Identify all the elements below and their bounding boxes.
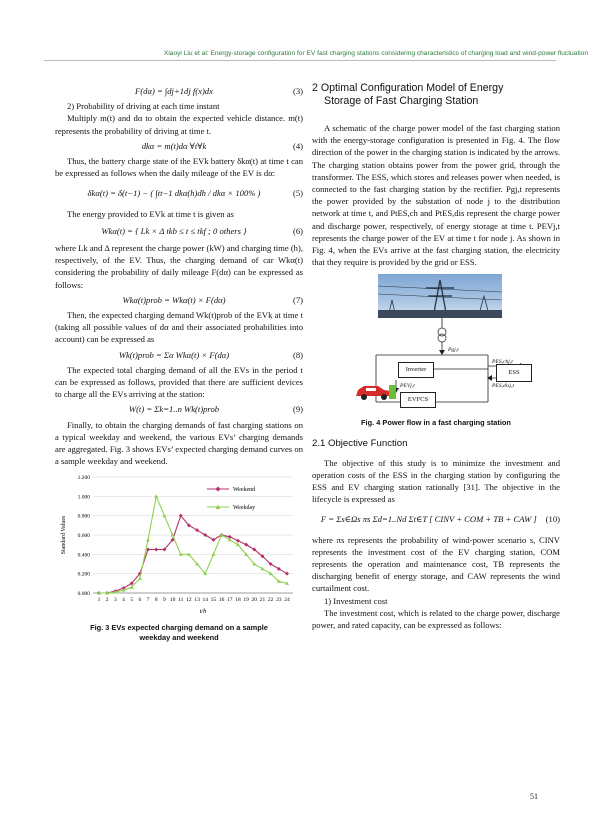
legend-label: Weekday xyxy=(233,505,256,512)
equation-5: δkα(t) = δ(t−1) − ( ∫tt−1 dkα(h)dh / dkα × 100% ) (5) xyxy=(87,188,303,199)
right-column xyxy=(312,82,560,631)
x-tick-label: 2 xyxy=(105,597,109,604)
running-header: Xiaoyi Liu et al: Energy-storage configuration for EV fast charging stations considering characteristics of charging load and wind-power fluctuation xyxy=(163,50,588,57)
x-tick-label: 14 xyxy=(202,597,209,604)
x-tick-label: 1 xyxy=(97,597,101,604)
paragraph: Multiply m(t) and dα to obtain the expected vehicle distance. m(t) represents the probability of driving at time t. xyxy=(55,113,303,136)
left-column xyxy=(55,82,303,643)
paragraph: The expected total charging demand of all the EVs in the period t can be expressed as follows, provided that there are sufficient devices to charge all the EVs arriving at the station: xyxy=(55,364,303,400)
inverter-box: Inverter xyxy=(398,362,434,378)
x-tick-label: 23 xyxy=(276,597,282,604)
y-tick-label: 1.000 xyxy=(77,494,90,501)
figure-4-diagram xyxy=(352,274,532,412)
header-rule xyxy=(44,60,556,61)
data-point xyxy=(211,553,215,557)
subsection-title: 2.1 Objective Function xyxy=(312,438,408,450)
ev-power-label: PEVj,t xyxy=(400,383,415,390)
x-tick-label: 5 xyxy=(130,597,134,604)
x-tick-label: 16 xyxy=(218,597,225,604)
x-tick-label: 18 xyxy=(235,597,241,604)
x-axis-label: t/h xyxy=(199,608,207,616)
data-point xyxy=(146,538,150,542)
legend-marker xyxy=(216,487,221,492)
charge-power-label: PES,chj,t xyxy=(492,359,513,366)
y-axis-label: Standard Values xyxy=(61,516,67,555)
data-point xyxy=(154,548,158,552)
line-chart xyxy=(55,469,303,619)
figure-4-caption: Fig. 4 Power flow in a fast charging station xyxy=(361,418,511,428)
legend-label: Weekend xyxy=(233,487,256,494)
x-tick-label: 17 xyxy=(227,597,233,604)
y-tick-label: 0.000 xyxy=(77,591,90,598)
x-tick-label: 4 xyxy=(122,597,125,604)
figure-3-chart xyxy=(55,469,303,622)
equation-7: Wkα(t)prob = Wkα(t) × F(dα) (7) xyxy=(122,294,303,305)
paragraph: The energy provided to EVk at time t is given as xyxy=(67,208,234,219)
page-number: 51 xyxy=(530,792,538,801)
x-tick-label: 3 xyxy=(113,597,117,604)
x-tick-label: 8 xyxy=(154,597,158,604)
equation-6: Wkα(t) = { Lk × Δ tkb ≤ t ≤ tkf ; 0 others } (6) xyxy=(101,225,303,236)
y-tick-label: 0.400 xyxy=(77,552,90,559)
x-tick-label: 7 xyxy=(146,597,150,604)
evfcs-box: EVFCS xyxy=(400,392,436,408)
equation-3: F(dα) = ∫dj+1dj f(x)dx (3) xyxy=(135,86,303,96)
x-tick-label: 12 xyxy=(186,597,192,604)
data-point xyxy=(236,539,240,543)
paragraph: Finally, to obtain the charging demands of fast charging stations on a typical weekday and weekend, the various EVs’ charging demands are aggregated. Fig. 3 shows EVs’ expected charging demand curves on a sample weekday and weekend. xyxy=(55,419,303,467)
inv-heading: 1) Investment cost xyxy=(324,595,388,606)
x-tick-label: 6 xyxy=(138,597,142,604)
paragraph: A schematic of the charge power model of the fast charging station with the energy-storage configuration is presented in Fig. 4. The flow direction of the power in the charging station is indicated by the arrows. The charging station obtains power from the power grid, through the transformer. The ESS, which stores and releases power when needed, is connected to the fast charging station by the rectifier. Pgj,t represents the power provided by the substation of node j to the distribution network at time t, and PtES,ch and PtES,dis represent the charge power and discharge power, respectively, of energy storage at time t. PEVj,t represents the charge power of the EV at time t for node j. As shown in Fig. 4, when the EVs arrive at the fast charging station, the electricity that they require is provided by the grid or ESS. xyxy=(312,123,560,268)
ess-box: ESS xyxy=(496,364,532,382)
paragraph: Then, the expected charging demand Wk(t)prob of the EVk at time t (taking all possible values of dα and their associated probabilities into account) can be expressed as xyxy=(55,310,303,345)
x-tick-label: 9 xyxy=(163,597,166,604)
x-tick-label: 24 xyxy=(284,597,290,604)
equation-9: W(t) = Σk=1..n Wk(t)prob (9) xyxy=(128,404,303,415)
x-tick-label: 10 xyxy=(169,597,176,604)
x-tick-label: 11 xyxy=(178,597,184,604)
equation-4: dkα = m(t)dα ∀t∀k (4) xyxy=(141,140,303,151)
y-tick-label: 1.200 xyxy=(77,475,90,482)
series-line-weekday xyxy=(99,497,287,594)
data-point xyxy=(138,577,142,581)
x-tick-label: 21 xyxy=(259,597,266,604)
equation-8: Wk(t)prob = Σα Wkα(t) × F(dα) (8) xyxy=(118,349,303,360)
y-tick-label: 0.800 xyxy=(77,514,90,521)
figure-3-caption: Fig. 3 EVs expected charging demand on a sample weekday and weekend xyxy=(90,622,268,642)
x-tick-label: 13 xyxy=(194,597,200,604)
x-tick-label: 20 xyxy=(251,597,258,604)
paragraph: Thus, the battery charge state of the EVk battery δkα(t) at time t can be expressed as follows when the daily mileage of the EV is dα: xyxy=(55,156,303,179)
x-tick-label: 19 xyxy=(243,597,249,604)
grid-power-label: Pgj,t xyxy=(448,347,459,354)
paragraph: where πs represents the probability of wind-power scenario s, CINV represents the investment cost of the EV charging station, COM represents the operation and maintenance cost, TB represents the discharging benefit of energy storage, and CAW represents the wind curtailment cost. xyxy=(312,534,560,594)
prob-heading: 2) Probability of driving at each time instant xyxy=(67,101,220,112)
charger-icon xyxy=(388,384,398,400)
paragraph: The objective of this study is to minimize the investment and operation costs of the ESS in the charging station by configuring the ESS and EV charging station rationally [31]. The objective in the lifecycle is expressed as xyxy=(312,457,560,505)
discharge-power-label: PES,disj,t xyxy=(492,383,515,390)
x-tick-label: 22 xyxy=(267,597,274,604)
y-tick-label: 0.600 xyxy=(77,533,90,540)
section-title: 2 Optimal Configuration Model of Energy Storage of Fast Charging Station xyxy=(312,82,504,107)
equation-10: F = Σs∈Ωs πs Σd=1..Nd Σt∈T [ CINV + COM + TB + CAW ] (10) xyxy=(320,514,560,525)
y-tick-label: 0.200 xyxy=(77,572,90,579)
paragraph: where Lk and Δ represent the charge power (kW) and charging time (h), respectively, of the EV. Thus, the charging demand of car Wkα(t) considering the probability of daily mileage F(dα) can be expressed as follows: xyxy=(55,243,303,290)
x-tick-label: 15 xyxy=(210,597,217,604)
paragraph: The investment cost, which is related to the charge power, discharge power, and rated capacity, can be expressed as follows: xyxy=(312,607,560,631)
